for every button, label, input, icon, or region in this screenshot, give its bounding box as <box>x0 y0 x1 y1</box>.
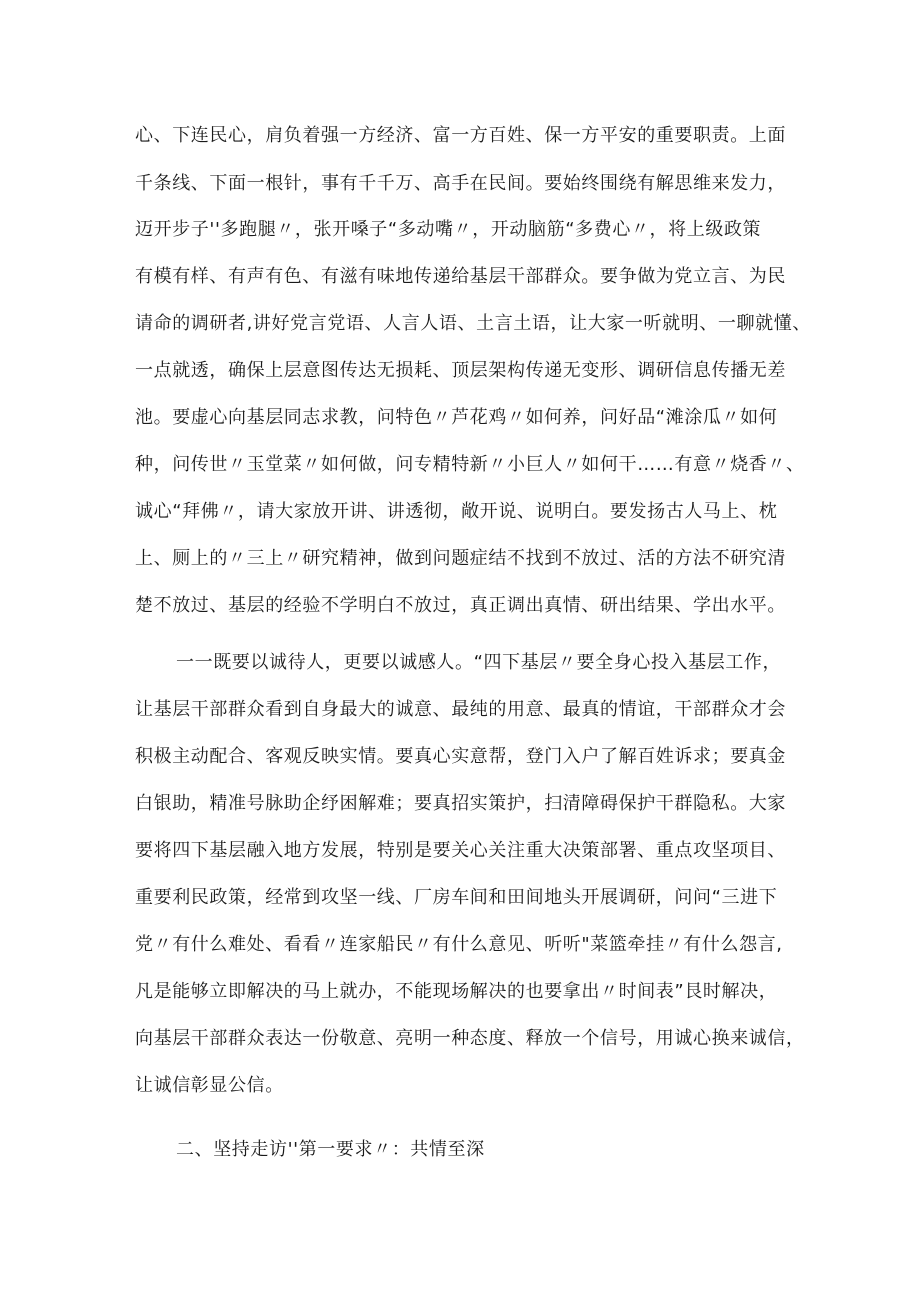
paragraph-1-line-9: 诚心“拜佛〃，请大家放开讲、讲透彻，敞开说、说明白。要发扬古人马上、枕 <box>135 501 778 522</box>
paragraph-2-line-10: 让诚信彰显公信。 <box>135 1075 284 1096</box>
paragraph-1-line-5: 请命的调研者,讲好党言党语、人言人语、土言土语，让大家一听就明、一聊就懂、 <box>135 313 811 334</box>
paragraph-1-line-4: 有模有样、有声有色、有滋有味地传递给基层干部群众。要争做为党立言、为民 <box>135 266 786 287</box>
paragraph-1-line-3: 迈开步子''多跑腿〃，张开嗓子“多动嘴〃，开动脑筋“多费心〃，将上级政策 <box>135 219 762 240</box>
paragraph-1-line-2: 千条线、下面一根针，事有千千万、高手在民间。要始终围绕有解思维来发力， <box>135 173 786 194</box>
paragraph-1-line-7: 池。要虚心向基层同志求教，问特色〃芦花鸡〃如何养，问好品“滩涂瓜〃如何 <box>135 407 778 428</box>
paragraph-1-line-1: 心、下连民心，肩负着强一方经济、富一方百姓、保一方平安的重要职责。上面 <box>135 125 786 146</box>
paragraph-2-line-8: 凡是能够立即解决的马上就办，不能现场解决的也要拿出〃时间表”艮时解决， <box>135 981 778 1002</box>
paragraph-2-line-6: 重要利民政策，经常到攻坚一线、厂房车间和田间地头开展调研，问问“三进下 <box>135 887 778 908</box>
paragraph-2-line-5: 要将四下基层融入地方发展，特别是要关心关注重大决策部署、重点攻坚项目、 <box>135 840 786 861</box>
paragraph-2-line-9: 向基层干部群众表达一份敬意、亮明一种态度、释放一个信号，用诚心换来诚信， <box>135 1028 805 1049</box>
paragraph-1-line-10: 上、厕上的〃三上〃研究精神，做到问题症结不找到不放过、活的方法不研究清 <box>135 548 786 569</box>
section-heading-2: 二、坚持走访''第一要求〃：共情至深 <box>176 1139 485 1160</box>
paragraph-2-line-1: 一一既要以诚待人，更要以诚感人。“四下基层〃要全身心投入基层工作， <box>176 652 782 673</box>
paragraph-1-line-11: 楚不放过、基层的经验不学明白不放过，真正调出真情、研出结果、学出水平。 <box>135 595 786 616</box>
paragraph-2-line-3: 积极主动配合、客观反映实情。要真心实意帮，登门入户了解百姓诉求；要真金 <box>135 746 786 767</box>
paragraph-2-line-2: 让基层干部群众看到自身最大的诚意、最纯的用意、最真的情谊，干部群众才会 <box>135 699 786 720</box>
paragraph-1-line-6: 一点就透，确保上层意图传达无损耗、顶层架构传递无变形、调研信息传播无差 <box>135 360 786 381</box>
paragraph-2-line-7: 党〃有什么难处、看看〃连家船民〃有什么意见、听听"菜篮牵挂〃有什么怨言, <box>135 934 783 955</box>
paragraph-2-line-4: 白银助，精准号脉助企纾困解难；要真招实策护，扫清障碍保护干群隐私。大家 <box>135 793 786 814</box>
paragraph-1-line-8: 种，问传世〃玉堂菜〃如何做，问专精特新〃小巨人〃如何干……有意〃烧香〃、 <box>135 454 805 475</box>
